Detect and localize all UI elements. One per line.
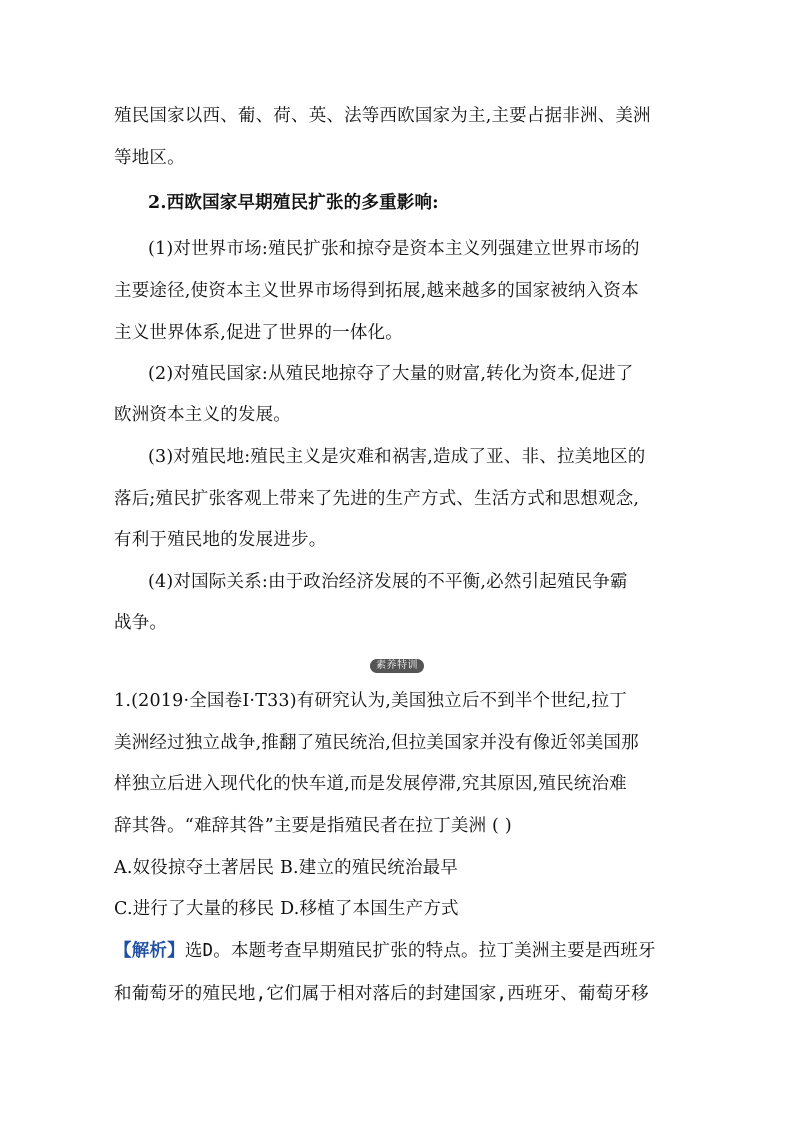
text-line: 主要途径,使资本主义世界市场得到拓展,越来越多的国家被纳入资本 xyxy=(114,281,639,301)
text-line: (4)对国际关系:由于政治经济发展的不平衡,必然引起殖民争霸 xyxy=(148,572,628,592)
analysis-line: 和葡萄牙的殖民地,它们属于相对落后的封建国家,西班牙、葡萄牙移 xyxy=(114,984,649,1004)
analysis-label: 【解析】 xyxy=(114,941,185,961)
analysis-line xyxy=(114,939,694,963)
text-line: 战争。 xyxy=(114,613,168,633)
section-badge: 素养特训 xyxy=(370,659,424,673)
question-line: 1.(2019·全国卷Ⅰ·T33)有研究认为,美国独立后不到半个世纪,拉丁 xyxy=(114,691,627,711)
text-line: 欧洲资本主义的发展。 xyxy=(114,405,291,425)
text-line: 等地区。 xyxy=(114,148,185,168)
text-line: 落后;殖民扩张客观上带来了先进的生产方式、生活方式和思想观念, xyxy=(114,489,640,509)
question-line: 样独立后进入现代化的快车道,而是发展停滞,究其原因,殖民统治难 xyxy=(114,774,627,794)
answer-options: C.进行了大量的移民 D.移植了本国生产方式 xyxy=(114,899,459,919)
text-line: 有利于殖民地的发展进步。 xyxy=(114,530,327,550)
text-line: (1)对世界市场:殖民扩张和掠夺是资本主义列强建立世界市场的 xyxy=(148,239,640,259)
section-heading: 2.西欧国家早期殖民扩张的多重影响: xyxy=(148,193,439,213)
text-line: (3)对殖民地:殖民主义是灾难和祸害,造成了亚、非、拉美地区的 xyxy=(148,447,646,467)
text-line: (2)对殖民国家:从殖民地掠夺了大量的财富,转化为资本,促进了 xyxy=(148,364,634,384)
analysis-text: 选D。本题考查早期殖民扩张的特点。拉丁美洲主要是西班牙 xyxy=(184,941,656,961)
text-line: 主义世界体系,促进了世界的一体化。 xyxy=(114,323,403,343)
question-line: 美洲经过独立战争,推翻了殖民统治,但拉美国家并没有像近邻美国那 xyxy=(114,733,639,753)
question-line: 辞其咎。“难辞其咎”主要是指殖民者在拉丁美洲 ( ) xyxy=(114,816,512,836)
section-badge-wrap xyxy=(0,653,794,673)
answer-options: A.奴役掠夺土著居民 B.建立的殖民统治最早 xyxy=(114,858,459,878)
text-line: 殖民国家以西、葡、荷、英、法等西欧国家为主,主要占据非洲、美洲 xyxy=(114,106,651,126)
